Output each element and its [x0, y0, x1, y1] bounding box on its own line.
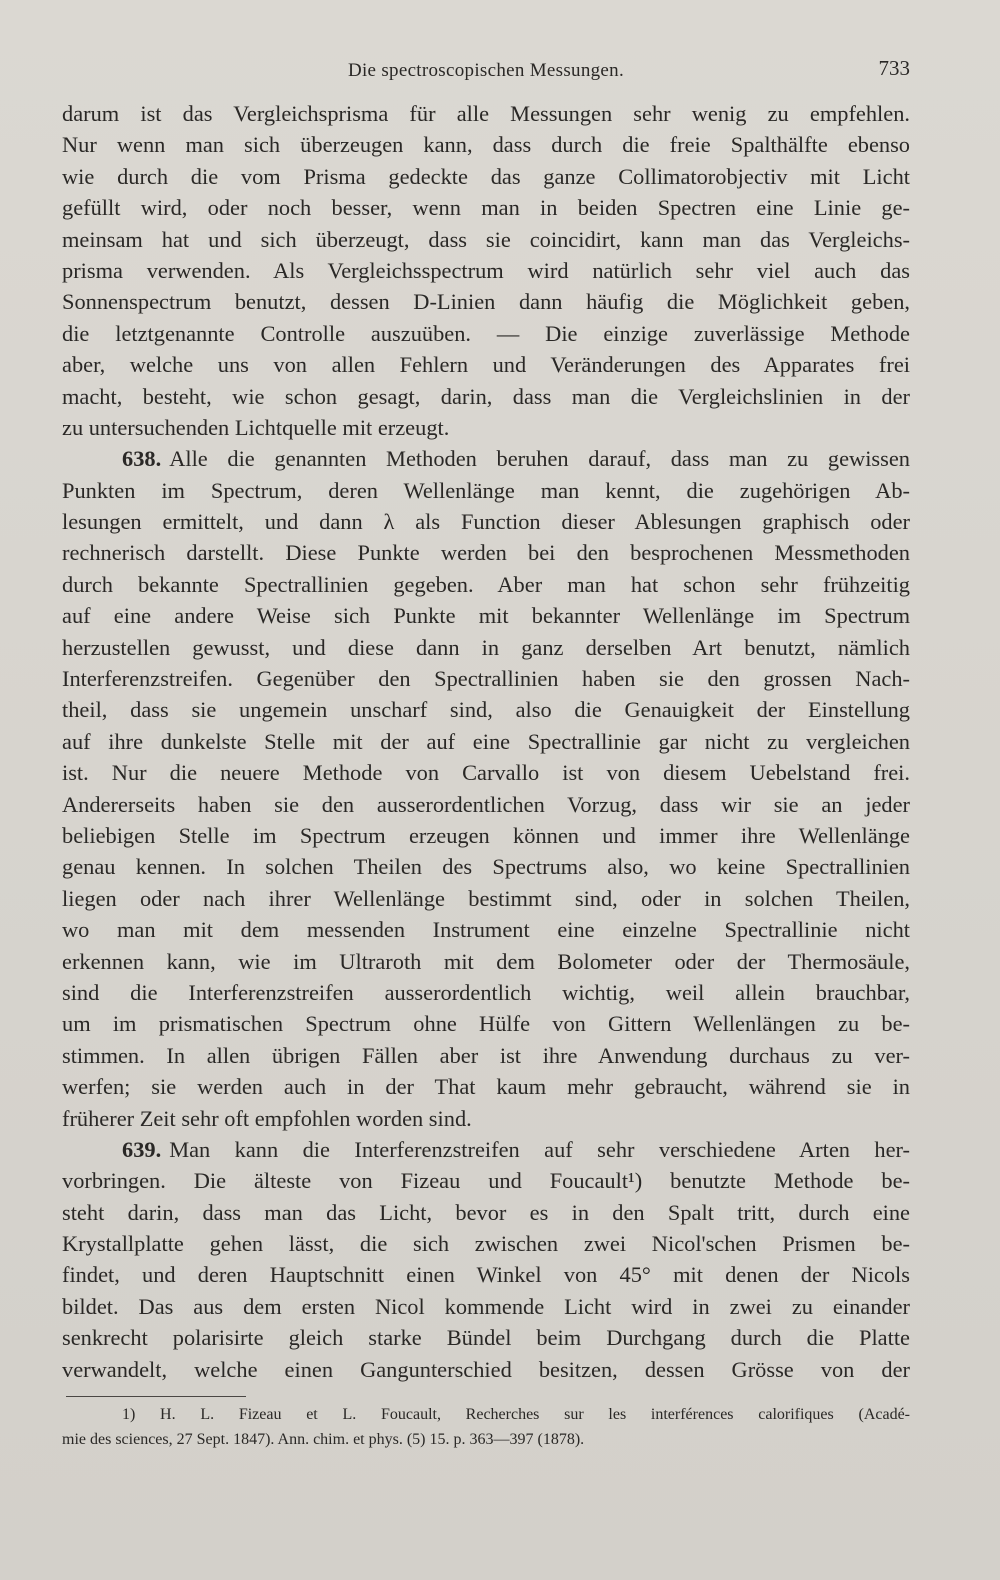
- text-line: Punkten im Spectrum, deren Wellenlänge man kennt, die zugehörigen Ab-: [62, 477, 910, 503]
- text-line: verwandelt, welche einen Gangunterschied besitzen, dessen Grösse von der: [62, 1356, 910, 1382]
- footnote-line: mie des sciences, 27 Sept. 1847). Ann. chim. et phys. (5) 15. p. 363—397 (1878).: [62, 1431, 585, 1448]
- running-head: [62, 56, 910, 90]
- text-line: darum ist das Vergleichsprisma für alle Messungen sehr wenig zu empfehlen.: [62, 101, 910, 126]
- text-line: theil, dass sie ungemein unscharf sind, also die Genauigkeit der Einstellung: [62, 697, 910, 723]
- text-line: lesungen ermittelt, und dann λ als Function dieser Ablesungen graphisch oder: [62, 509, 910, 535]
- text-line: gefüllt wird, oder noch besser, wenn man in beiden Spectren eine Linie ge-: [62, 195, 910, 221]
- text-line: stimmen. In allen übrigen Fällen aber ist ihre Anwendung durchaus zu ver-: [62, 1042, 910, 1068]
- text-line: wo man mit dem messenden Instrument eine einzelne Spectrallinie nicht: [62, 917, 910, 943]
- text-line: sind die Interferenzstreifen ausserordentlich wichtig, weil allein brauchbar,: [62, 979, 910, 1005]
- section-number-638: 638.: [122, 446, 162, 472]
- running-title: Die spectroscopischen Messungen.: [347, 60, 625, 81]
- text-line: zu untersuchenden Lichtquelle mit erzeugt.: [62, 414, 450, 440]
- text-line: bildet. Das aus dem ersten Nicol kommende Licht wird in zwei zu einander: [62, 1293, 910, 1319]
- text-line: werfen; sie werden auch in der That kaum mehr gebraucht, während sie in: [62, 1074, 910, 1100]
- text-line: aber, welche uns von allen Fehlern und Veränderungen des Apparates frei: [62, 352, 910, 378]
- text-line: Andererseits haben sie den ausserordentlichen Vorzug, dass wir sie an jeder: [62, 791, 910, 817]
- text-line: findet, und deren Hauptschnitt einen Winkel von 45° mit denen der Nicols: [62, 1262, 910, 1288]
- text-line: rechnerisch darstellt. Diese Punkte werden bei den besprochenen Messmethoden: [62, 540, 910, 566]
- text-line: früherer Zeit sehr oft empfohlen worden sind.: [62, 1105, 472, 1131]
- text-line: beliebigen Stelle im Spectrum erzeugen können und immer ihre Wellenlänge: [62, 822, 910, 848]
- text-line: meinsam hat und sich überzeugt, dass sie coincidirt, kann man das Vergleichs-: [62, 226, 910, 252]
- text-line: herzustellen gewusst, und diese dann in ganz derselben Art benutzt, nämlich: [62, 634, 910, 660]
- section-number-639: 639.: [122, 1136, 162, 1162]
- text-line: Alle die genannten Methoden beruhen darauf, dass man zu gewissen: [169, 446, 910, 472]
- text-line: um im prismatischen Spectrum ohne Hülfe von Gittern Wellenlängen zu be-: [62, 1011, 910, 1037]
- text-line: Man kann die Interferenzstreifen auf sehr verschiedene Arten her-: [169, 1136, 910, 1162]
- text-line: senkrecht polarisirte gleich starke Bündel beim Durchgang durch die Platte: [62, 1325, 910, 1351]
- text-line: Sonnenspectrum benutzt, dessen D-Linien dann häufig die Möglichkeit geben,: [62, 289, 910, 315]
- body-text: [62, 98, 910, 1385]
- text-line: ist. Nur die neuere Methode von Carvallo ist von diesem Uebelstand frei.: [62, 760, 910, 786]
- text-line: auf eine andere Weise sich Punkte mit bekannter Wellenlänge im Spectrum: [62, 603, 910, 629]
- text-line: wie durch die vom Prisma gedeckte das ganze Collimatorobjectiv mit Licht: [62, 163, 910, 189]
- text-line: auf ihre dunkelste Stelle mit der auf eine Spectrallinie gar nicht zu vergleichen: [62, 728, 910, 754]
- text-line: liegen oder nach ihrer Wellenlänge bestimmt sind, oder in solchen Theilen,: [62, 885, 910, 911]
- text-line: Nur wenn man sich überzeugen kann, dass durch die freie Spalthälfte ebenso: [62, 132, 910, 158]
- text-line: erkennen kann, wie im Ultraroth mit dem Bolometer oder der Thermosäule,: [62, 948, 910, 974]
- footnote-line: 1) H. L. Fizeau et L. Foucault, Recherches sur les interférences calorifiques (Acadé-: [122, 1406, 910, 1423]
- text-line: prisma verwenden. Als Vergleichsspectrum wird natürlich sehr viel auch das: [62, 257, 910, 283]
- text-line: vorbringen. Die älteste von Fizeau und Foucault¹) benutzte Methode be-: [62, 1168, 910, 1194]
- footnotes: [62, 1402, 910, 1452]
- text-line: durch bekannte Spectrallinien gegeben. Aber man hat schon sehr frühzeitig: [62, 571, 910, 597]
- footnote-rule: [66, 1396, 246, 1397]
- text-line: Interferenzstreifen. Gegenüber den Spectrallinien haben sie den grossen Nach-: [62, 666, 910, 692]
- text-line: macht, besteht, wie schon gesagt, darin, dass man die Vergleichslinien in der: [62, 383, 910, 409]
- text-line: genau kennen. In solchen Theilen des Spectrums also, wo keine Spectrallinien: [62, 854, 910, 880]
- text-line: steht darin, dass man das Licht, bevor es in den Spalt tritt, durch eine: [62, 1199, 910, 1225]
- section-639-first-line: [62, 1134, 910, 1165]
- section-638-first-line: [62, 443, 910, 474]
- text-line: die letztgenannte Controlle auszuüben. — Die einzige zuverlässige Methode: [62, 320, 910, 346]
- page-number: 733: [878, 56, 910, 80]
- text-line: Krystallplatte gehen lässt, die sich zwischen zwei Nicol'schen Prismen be-: [62, 1231, 910, 1257]
